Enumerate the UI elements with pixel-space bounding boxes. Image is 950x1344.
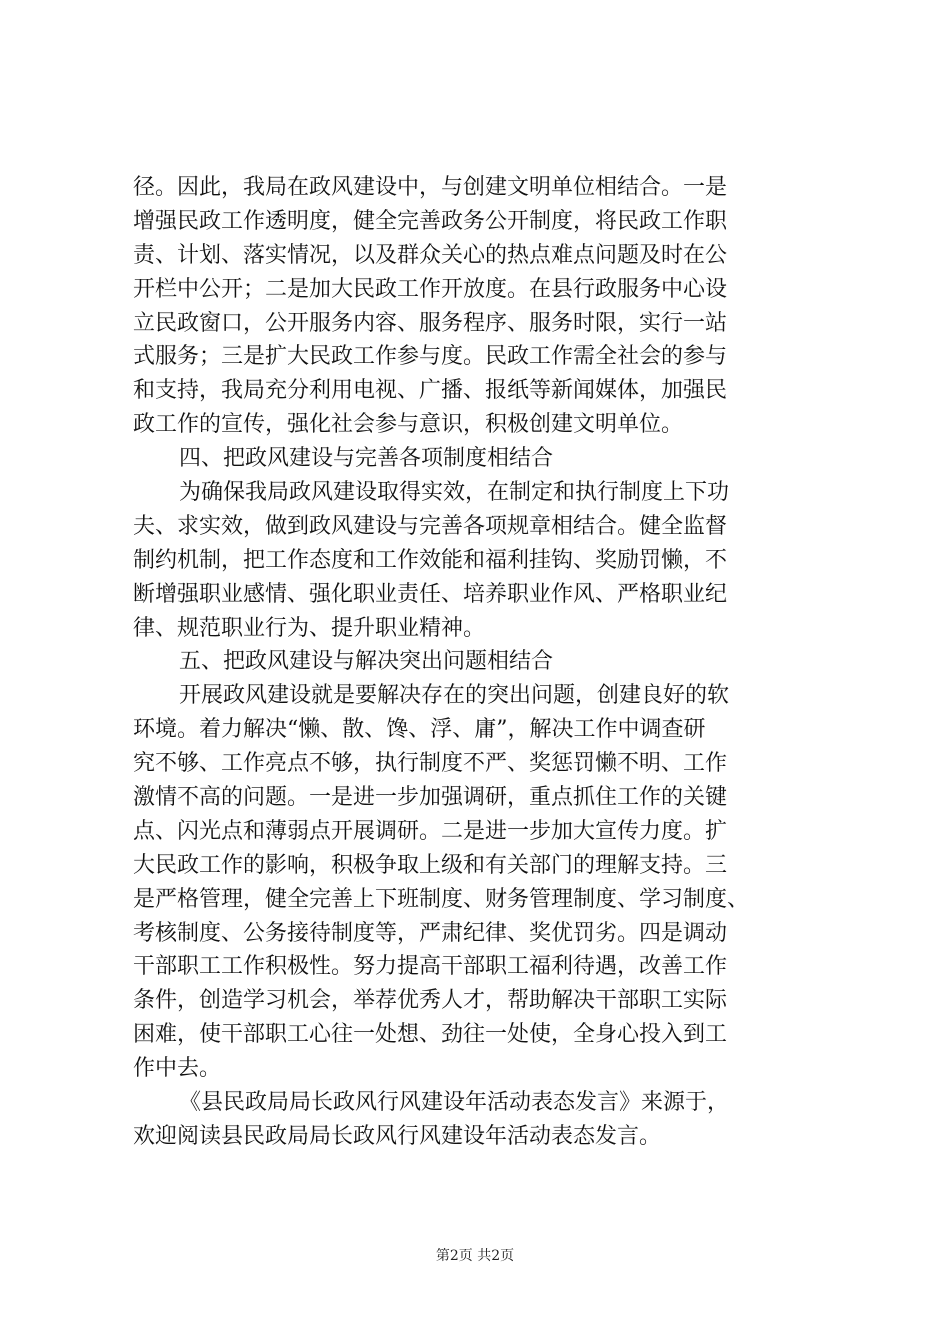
text-line: 和支持，我局充分利用电视、广播、报纸等新闻媒体，加强民 (133, 378, 728, 404)
text-line: 困难，使干部职工心往一处想、劲往一处使，全身心投入到工 (133, 1022, 728, 1048)
section-heading: 四、把政风建设与完善各项制度相结合 (179, 446, 554, 472)
text-line: 为确保我局政风建设取得实效，在制定和执行制度上下功 (179, 480, 730, 506)
text-line: 干部职工工作积极性。努力提高干部职工福利待遇，改善工作 (133, 954, 728, 980)
text-line: 径。因此，我局在政风建设中，与创建文明单位相结合。一是 (133, 175, 728, 200)
text-line: 考核制度、公务接待制度等，严肃纪律、奖优罚劣。四是调动 (133, 920, 728, 946)
section-heading: 五、把政风建设与解决突出问题相结合 (179, 649, 554, 675)
text-line: 开展政风建设就是要解决存在的突出问题，创建良好的软 (179, 683, 730, 709)
text-line: 立民政窗口，公开服务内容、服务程序、服务时限，实行一站 (133, 310, 728, 336)
text-line: 作中去。 (133, 1056, 222, 1082)
text-line: 增强民政工作透明度，健全完善政务公开制度，将民政工作职 (133, 208, 728, 234)
text-line: 条件，创造学习机会，举荐优秀人才，帮助解决干部职工实际 (133, 988, 728, 1014)
text-line: 点、闪光点和薄弱点开展调研。二是进一步加大宣传力度。扩 (133, 818, 728, 844)
text-line: 制约机制，把工作态度和工作效能和福利挂钩、奖励罚懒，不 (133, 547, 728, 573)
text-line: 欢迎阅读县民政局局长政风行风建设年活动表态发言。 (133, 1123, 662, 1149)
text-line: 激情不高的问题。一是进一步加强调研，重点抓住工作的关键 (133, 785, 728, 811)
text-line: 《县民政局局长政风行风建设年活动表态发言》来源于， (179, 1090, 730, 1116)
text-line: 律、规范职业行为、提升职业精神。 (133, 615, 486, 641)
text-line: 政工作的宣传，强化社会参与意识，积极创建文明单位。 (133, 412, 684, 438)
text-line: 大民政工作的影响，积极争取上级和有关部门的理解支持。三 (133, 852, 728, 878)
text-line: 夫、求实效，做到政风建设与完善各项规章相结合。健全监督 (133, 513, 728, 539)
text-line: 是严格管理，健全完善上下班制度、财务管理制度、学习制度、 (133, 886, 750, 912)
page-number-footer: 第2页 共2页 (435, 1248, 515, 1264)
text-line: 开栏中公开；二是加大民政工作开放度。在县行政服务中心设 (133, 276, 728, 302)
text-line: 责、计划、落实情况，以及群众关心的热点难点问题及时在公 (133, 242, 728, 268)
text-line: 式服务；三是扩大民政工作参与度。民政工作需全社会的参与 (133, 344, 728, 370)
text-line: 环境。着力解决“懒、散、馋、浮、庸”，解决工作中调查研 (133, 717, 706, 743)
text-line: 断增强职业感情、强化职业责任、培养职业作风、严格职业纪 (133, 581, 728, 607)
document-body (133, 171, 833, 1154)
text-line: 究不够、工作亮点不够，执行制度不严、奖惩罚懒不明、工作 (133, 751, 728, 777)
